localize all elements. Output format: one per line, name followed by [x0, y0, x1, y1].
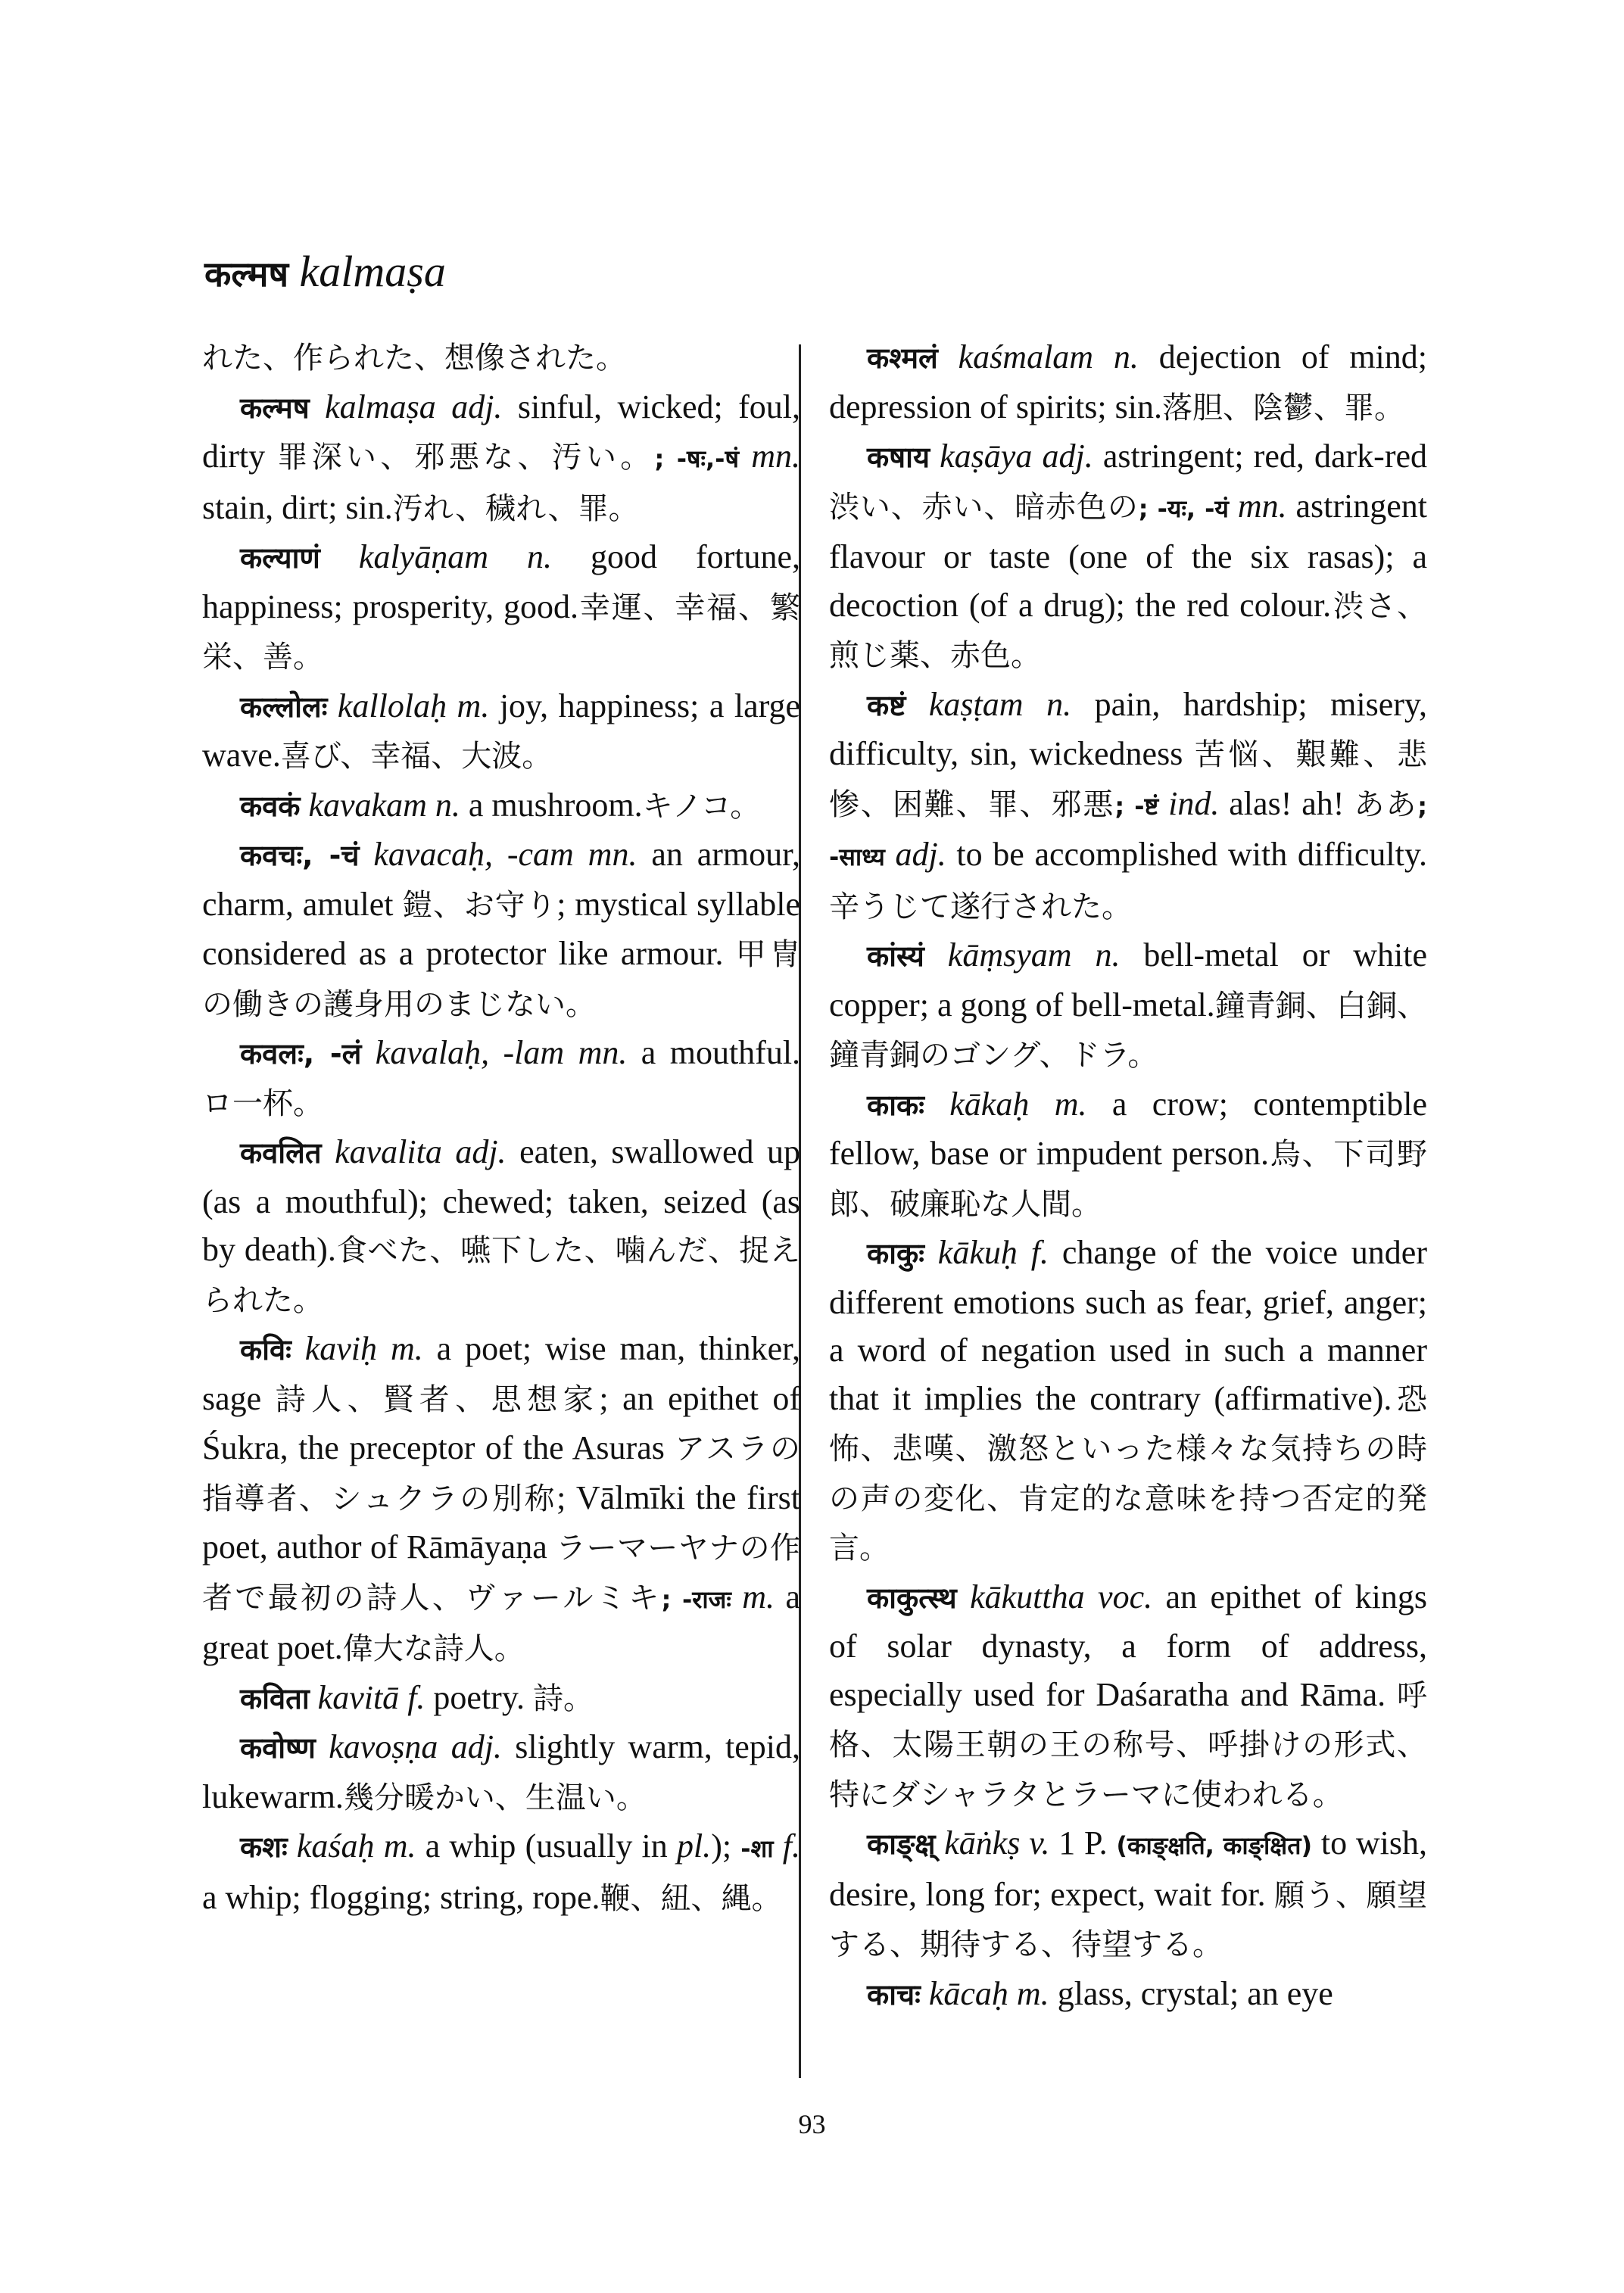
grammar: pl.	[676, 1827, 712, 1865]
grammar: adj.	[1042, 438, 1093, 475]
definition: ; Vālmīki the first poet, author of Rāmāyaṇa	[202, 1478, 800, 1566]
headword-roman: kācaḥ	[928, 1974, 1008, 2012]
japanese-gloss: キノコ。	[642, 788, 761, 824]
definition: eaten, swallowed up (as a mouthful); chewed; taken, seized (as by death).	[202, 1133, 801, 1268]
headword-roman: kaviḥ	[304, 1330, 378, 1367]
grammar: v.	[1029, 1824, 1050, 1862]
grammar: adj.	[451, 388, 503, 425]
headword-devanagari: कष्टं	[867, 688, 906, 722]
headword-roman: kalmaṣa	[325, 388, 436, 425]
grammar: f.	[407, 1678, 425, 1716]
headword-devanagari: कल्लोलः	[240, 690, 328, 724]
grammar: f.	[1030, 1234, 1049, 1271]
grammar: m.	[390, 1330, 423, 1367]
definition: 1 P.	[1058, 1824, 1108, 1862]
definition: );	[711, 1827, 732, 1865]
definition: dejection of mind; depression of spirits; sin.	[829, 338, 1427, 425]
headword-roman: kāṅkṣ	[944, 1824, 1021, 1862]
running-head-devanagari: कल्मष	[204, 254, 289, 294]
headword-devanagari: कविः	[240, 1333, 291, 1366]
entry	[202, 781, 800, 831]
definition: an armour, charm, amulet	[202, 836, 800, 923]
headword-roman: kaṣṭam	[928, 685, 1024, 723]
japanese-gloss: ロ一杯。	[202, 1086, 323, 1121]
grammar: n.	[1095, 936, 1121, 974]
japanese-gloss: 苦悩、艱難、悲惨、困難、罪、邪悪	[829, 737, 1428, 822]
grammar: adj.	[895, 836, 946, 873]
japanese-gloss: ラーマーヤナの作者で最初の詩人、ヴァールミキ	[202, 1531, 801, 1615]
grammar: voc.	[1098, 1578, 1153, 1615]
japanese-gloss: 呼格、太陽王朝の王の称号、呼掛けの形式、特にダシャラタとラーマに使われる。	[829, 1678, 1427, 1812]
grammar: m.	[1054, 1085, 1087, 1123]
grammar: n.	[526, 538, 552, 575]
headword-devanagari: कवलः, -लं	[240, 1037, 362, 1070]
entry	[202, 1723, 800, 1822]
japanese-gloss: 渋い、赤い、暗赤色の	[829, 489, 1139, 525]
japanese-gloss: 汚れ、穢れ、罪。	[392, 491, 639, 526]
entry	[829, 1573, 1427, 1820]
japanese-gloss: 詩人、賢者、思想家	[275, 1382, 600, 1417]
entry	[202, 682, 800, 781]
definition: poetry.	[433, 1678, 525, 1716]
definition: to wish, desire, long for; expect, wait for.	[829, 1824, 1428, 1913]
entry	[829, 333, 1427, 432]
japanese-gloss: ああ	[1354, 787, 1418, 822]
japanese-gloss: 辛うじて遂行された。	[829, 889, 1132, 924]
entry	[202, 1674, 800, 1724]
definition: ; an epithet of Śukra, the preceptor of the Asuras	[202, 1379, 801, 1466]
headword-devanagari: कवचः, -चं	[240, 839, 360, 872]
definition: alas! ah!	[1229, 784, 1345, 822]
headword-roman: kavoṣṇa	[329, 1728, 438, 1765]
entry	[202, 1128, 800, 1325]
subentry-devanagari: ; -यः, -यं	[1138, 494, 1229, 523]
definition: glass, crystal; an eye	[1057, 1974, 1333, 2012]
headword-devanagari: काङ्क्ष्	[867, 1827, 936, 1861]
headword-devanagari: कविता	[240, 1681, 310, 1715]
entry	[829, 1970, 1427, 2020]
left-column	[202, 333, 800, 1923]
grammar: ind.	[1168, 784, 1220, 822]
japanese-gloss: 罪深い、邪悪な、汚い。	[277, 440, 655, 475]
entry	[829, 432, 1427, 681]
definition: ; mystical syllable considered as a protector like armour.	[202, 885, 801, 972]
headword-devanagari: कवलित	[240, 1136, 322, 1170]
japanese-gloss: 食べた、嚥下した、噛んだ、捉えられた。	[202, 1233, 801, 1318]
headword-roman: kavakam	[308, 786, 427, 824]
japanese-gloss: 鞭、紐、縄。	[600, 1880, 782, 1916]
entry	[829, 1080, 1427, 1229]
entry	[202, 333, 800, 383]
japanese-gloss: 幾分暖かい、生温い。	[343, 1780, 647, 1815]
grammar: mn.	[751, 438, 801, 475]
headword-roman: kalyāṇam	[358, 538, 488, 575]
grammar: n.	[1046, 685, 1072, 723]
japanese-gloss: 渋さ、煎じ薬、赤色。	[829, 588, 1427, 673]
grammar: m.	[1016, 1974, 1049, 2012]
grammar: adj.	[450, 1728, 502, 1765]
headword-roman: kaśmalam	[958, 338, 1094, 375]
japanese-gloss: 詩。	[532, 1681, 594, 1716]
entry	[829, 931, 1427, 1080]
grammar: m.	[383, 1827, 416, 1865]
japanese-gloss: 喜び、幸福、大波。	[280, 739, 553, 774]
headword-roman: kaśaḥ	[296, 1827, 375, 1865]
entry	[202, 533, 800, 682]
definition: astringent; red, dark-red	[1102, 438, 1428, 475]
entry	[202, 830, 800, 1029]
japanese-gloss: 烏、下司野郎、破廉恥な人間。	[829, 1137, 1428, 1222]
headword-roman: kaṣāya	[940, 438, 1033, 475]
entry	[202, 1029, 800, 1128]
subentry-devanagari: -शा	[740, 1834, 774, 1863]
headword-roman: kavalita	[335, 1133, 442, 1170]
definition: good fortune, happiness; prosperity, good.	[202, 538, 801, 625]
definition: a mouthful.	[641, 1034, 801, 1071]
japanese-gloss: 幸運、幸福、繁栄、善。	[202, 590, 800, 675]
definition: an epithet of kings of solar dynasty, a form of address, especially used for Daśaratha and Rāma.	[829, 1578, 1428, 1713]
japanese-gloss: 偉大な詩人。	[342, 1631, 525, 1666]
right-column	[829, 333, 1427, 2019]
entry	[202, 1325, 800, 1674]
subentry-devanagari: ; -राजः	[661, 1584, 731, 1614]
subentry-devanagari: ; -ष्टं	[1114, 791, 1159, 821]
grammar: mn.	[1237, 487, 1287, 525]
grammar: m.	[742, 1578, 775, 1615]
japanese-gloss: 願う、願望する、期待する、待望する。	[829, 1877, 1428, 1962]
headword-devanagari: कल्याणं	[240, 541, 320, 575]
headword-devanagari: कांस्यं	[867, 939, 924, 973]
definition: bell-metal or white copper; a gong of bell-metal.	[829, 936, 1428, 1023]
headword-devanagari: काचः	[867, 1977, 921, 2011]
japanese-gloss: 落胆、陰鬱、罪。	[1161, 390, 1404, 425]
definition: a whip (usually in	[425, 1827, 668, 1865]
headword-devanagari: कल्मष	[240, 391, 310, 425]
definition: pain, hardship; misery, difficulty, sin, wickedness	[829, 685, 1428, 772]
headword-roman: kāṃsyam	[947, 936, 1072, 974]
definition: a great poet.	[202, 1578, 800, 1666]
japanese-gloss: れた、作られた、想像された。	[202, 341, 626, 375]
grammar: n.	[435, 786, 460, 824]
verb-forms-devanagari: (काङ्क्षति, काङ्क्षित)	[1116, 1831, 1313, 1860]
page-number: 93	[798, 2109, 826, 2139]
definition: to be accomplished with difficulty.	[956, 836, 1428, 873]
definition: a whip; flogging; string, rope.	[202, 1878, 600, 1916]
headword-devanagari: कवकं	[240, 789, 301, 823]
running-head-roman: kalmaṣa	[299, 247, 446, 296]
definition: a poet; wise man, thinker, sage	[202, 1330, 801, 1417]
definition: a mushroom.	[468, 786, 643, 824]
headword-devanagari: कशः	[240, 1830, 288, 1864]
definition: a crow; contemptible fellow, base or impudent person.	[829, 1085, 1428, 1172]
definition: astringent flavour or taste (one of the six rasas); a decoction (of a drug); the red colour.	[829, 487, 1428, 624]
headword-devanagari: काकुः	[867, 1237, 924, 1270]
grammar: f.	[782, 1827, 801, 1865]
grammar: n.	[1113, 338, 1139, 375]
grammar: adj.	[455, 1133, 507, 1170]
entry	[202, 1822, 800, 1923]
headword-devanagari: कश्मलं	[867, 341, 938, 375]
headword-roman: kākuttha	[970, 1578, 1085, 1615]
entry	[829, 681, 1427, 932]
definition: joy, happiness; a large wave.	[202, 687, 801, 774]
entry	[829, 1229, 1427, 1573]
headword-devanagari: काकः	[867, 1088, 924, 1122]
grammar: mn.	[588, 836, 637, 873]
headword-roman: kavalaḥ, -lam	[375, 1034, 565, 1071]
headword-roman: kavacaḥ, -cam	[373, 836, 574, 873]
grammar: m.	[457, 687, 490, 724]
headword-roman: kavitā	[317, 1678, 400, 1716]
definition: stain, dirt; sin.	[202, 488, 393, 526]
headword-devanagari: कषाय	[867, 441, 930, 474]
headword-roman: kākuḥ	[937, 1234, 1018, 1271]
definition: sinful, wicked; foul, dirty	[202, 388, 801, 475]
entry	[829, 1819, 1427, 1970]
japanese-gloss: 甲冑の働きの護身用のまじない。	[202, 937, 801, 1022]
japanese-gloss: 鎧、お守り	[402, 887, 557, 923]
definition: change of the voice under different emotions such as fear, grief, anger; a word of negation used in such a manner that it implies the contrary (affirmative).	[829, 1234, 1427, 1417]
headword-roman: kallolaḥ	[337, 687, 447, 724]
entry	[202, 383, 800, 534]
grammar: mn.	[578, 1034, 628, 1071]
headword-devanagari: काकुत्स्थ	[867, 1581, 957, 1615]
headword-devanagari: कवोष्ण	[240, 1731, 316, 1765]
headword-roman: kākaḥ	[949, 1085, 1030, 1123]
japanese-gloss: 鐘青銅、白銅、鐘青銅のゴング、ドラ。	[829, 988, 1427, 1073]
subentry-devanagari: ; -साध्य	[829, 791, 1428, 871]
subentry-devanagari: ; -षः,-षं	[654, 444, 739, 473]
japanese-gloss: アスラの指導者、シュクラの別称	[202, 1432, 800, 1516]
japanese-gloss: 恐怖、悲嘆、激怒といった様々な気持ちの時の声の変化、肯定的な意味を持つ否定的発言。	[829, 1382, 1427, 1566]
definition: slightly warm, tepid, lukewarm.	[202, 1728, 801, 1815]
running-head	[204, 246, 446, 297]
